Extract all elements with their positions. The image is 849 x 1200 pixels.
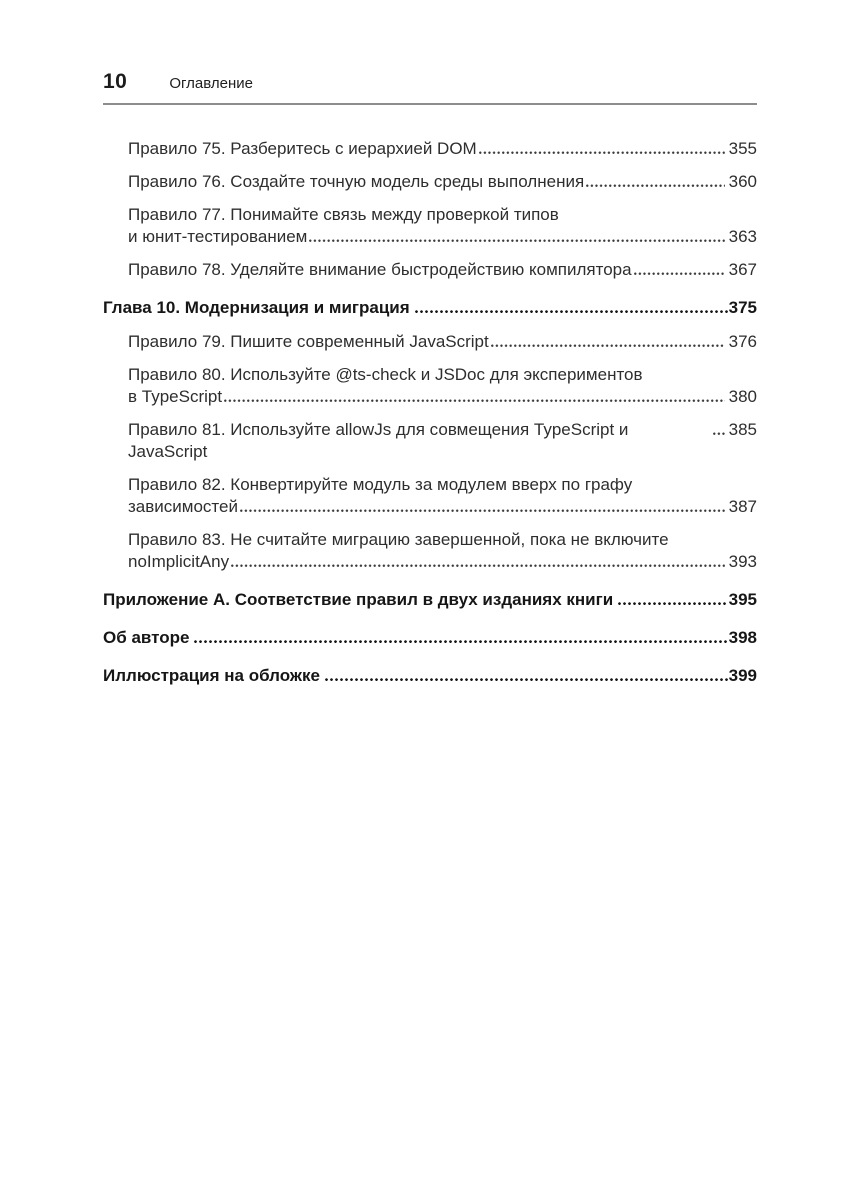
toc-entry-title: Об авторе [103, 628, 190, 647]
toc-entry [103, 529, 757, 573]
toc-entry-main-line [128, 259, 757, 281]
toc-entry-page: 376 [728, 332, 757, 351]
dot-leader [713, 432, 725, 435]
toc-entry [103, 297, 757, 319]
toc-entry-main-line [128, 386, 757, 408]
dot-leader [491, 344, 725, 347]
page-number: 10 [103, 70, 128, 93]
toc-entry [103, 474, 757, 518]
toc-entry-wrapped-lines [128, 364, 757, 386]
dot-leader [240, 509, 725, 512]
dot-leader [415, 310, 728, 313]
toc-entry [103, 171, 757, 193]
toc-entry-main-line [128, 138, 757, 160]
toc-entry-wrapped-lines [128, 204, 757, 226]
toc-entry-wrapped-lines [128, 474, 757, 496]
toc-entry-wrapped-line: Правило 82. Конвертируйте модуль за модулем вверх по графу [128, 475, 633, 494]
toc-entry-title: Правило 81. Используйте allowJs для совмещения TypeScript и JavaScript [128, 420, 629, 461]
toc-entry-page: 399 [728, 666, 757, 685]
dot-leader [194, 640, 727, 643]
toc-entry-wrapped-line: Правило 83. Не считайте миграцию завершенной, пока не включите [128, 530, 669, 549]
toc-entry-main-line [128, 496, 757, 518]
toc-entry-page: 360 [728, 172, 757, 191]
toc-entry-page: 385 [728, 420, 757, 439]
dot-leader [231, 564, 725, 567]
toc-entry-title: noImplicitAny [128, 552, 230, 571]
toc-entry-title: Глава 10. Модернизация и миграция [103, 298, 410, 317]
toc-entry [103, 204, 757, 248]
dot-leader [634, 272, 725, 275]
dot-leader [309, 239, 724, 242]
toc-entry-page: 363 [728, 227, 757, 246]
toc-entry-main-line [128, 331, 757, 353]
toc-entry [103, 589, 757, 611]
toc-entry-main-line [128, 551, 757, 573]
toc-entry-title: Правило 78. Уделяйте внимание быстродействию компилятора [128, 260, 632, 279]
toc-entry [103, 419, 757, 463]
toc-entry-title: Иллюстрация на обложке [103, 666, 320, 685]
toc-entry-title: и юнит-тестированием [128, 227, 308, 246]
toc-entry-page: 393 [728, 552, 757, 571]
toc-entry-main-line [103, 627, 757, 649]
toc-entry-title: Приложение А. Соответствие правил в двух изданиях книги [103, 590, 614, 609]
toc-entry-main-line [128, 419, 757, 463]
toc-entry-page: 375 [728, 298, 757, 317]
toc-list [103, 138, 757, 687]
toc-entry-title: Правило 76. Создайте точную модель среды выполнения [128, 172, 585, 191]
running-title: Оглавление [169, 75, 253, 92]
toc-entry-title: Правило 75. Разберитесь с иерархией DOM [128, 139, 477, 158]
toc-entry-page: 355 [728, 139, 757, 158]
toc-entry-title: Правило 79. Пишите современный JavaScript [128, 332, 489, 351]
page-header [103, 70, 757, 103]
toc-entry-page: 398 [728, 628, 757, 647]
toc-entry-main-line [103, 297, 757, 319]
toc-entry [103, 364, 757, 408]
toc-entry-main-line [103, 589, 757, 611]
dot-leader [224, 399, 725, 402]
toc-entry-page: 395 [728, 590, 757, 609]
dot-leader [325, 678, 728, 681]
toc-entry-wrapped-line: Правило 80. Используйте @ts-check и JSDoc для экспериментов [128, 365, 643, 384]
dot-leader [479, 151, 725, 154]
toc-entry [103, 665, 757, 687]
toc-entry-title: в TypeScript [128, 387, 223, 406]
toc-entry-main-line [128, 226, 757, 248]
toc-entry-main-line [128, 171, 757, 193]
toc-entry-page: 367 [728, 260, 757, 279]
dot-leader [586, 184, 724, 187]
toc-entry [103, 138, 757, 160]
toc-entry-title: зависимостей [128, 497, 238, 516]
toc-entry-wrapped-lines [128, 529, 757, 551]
toc-entry-page: 387 [728, 497, 757, 516]
toc-entry-main-line [103, 665, 757, 687]
toc-entry-page: 380 [728, 387, 757, 406]
toc-entry [103, 259, 757, 281]
toc-entry [103, 627, 757, 649]
toc-entry-wrapped-line: Правило 77. Понимайте связь между проверкой типов [128, 205, 559, 224]
header-rule [103, 103, 757, 105]
toc-entry [103, 331, 757, 353]
dot-leader [618, 602, 727, 605]
